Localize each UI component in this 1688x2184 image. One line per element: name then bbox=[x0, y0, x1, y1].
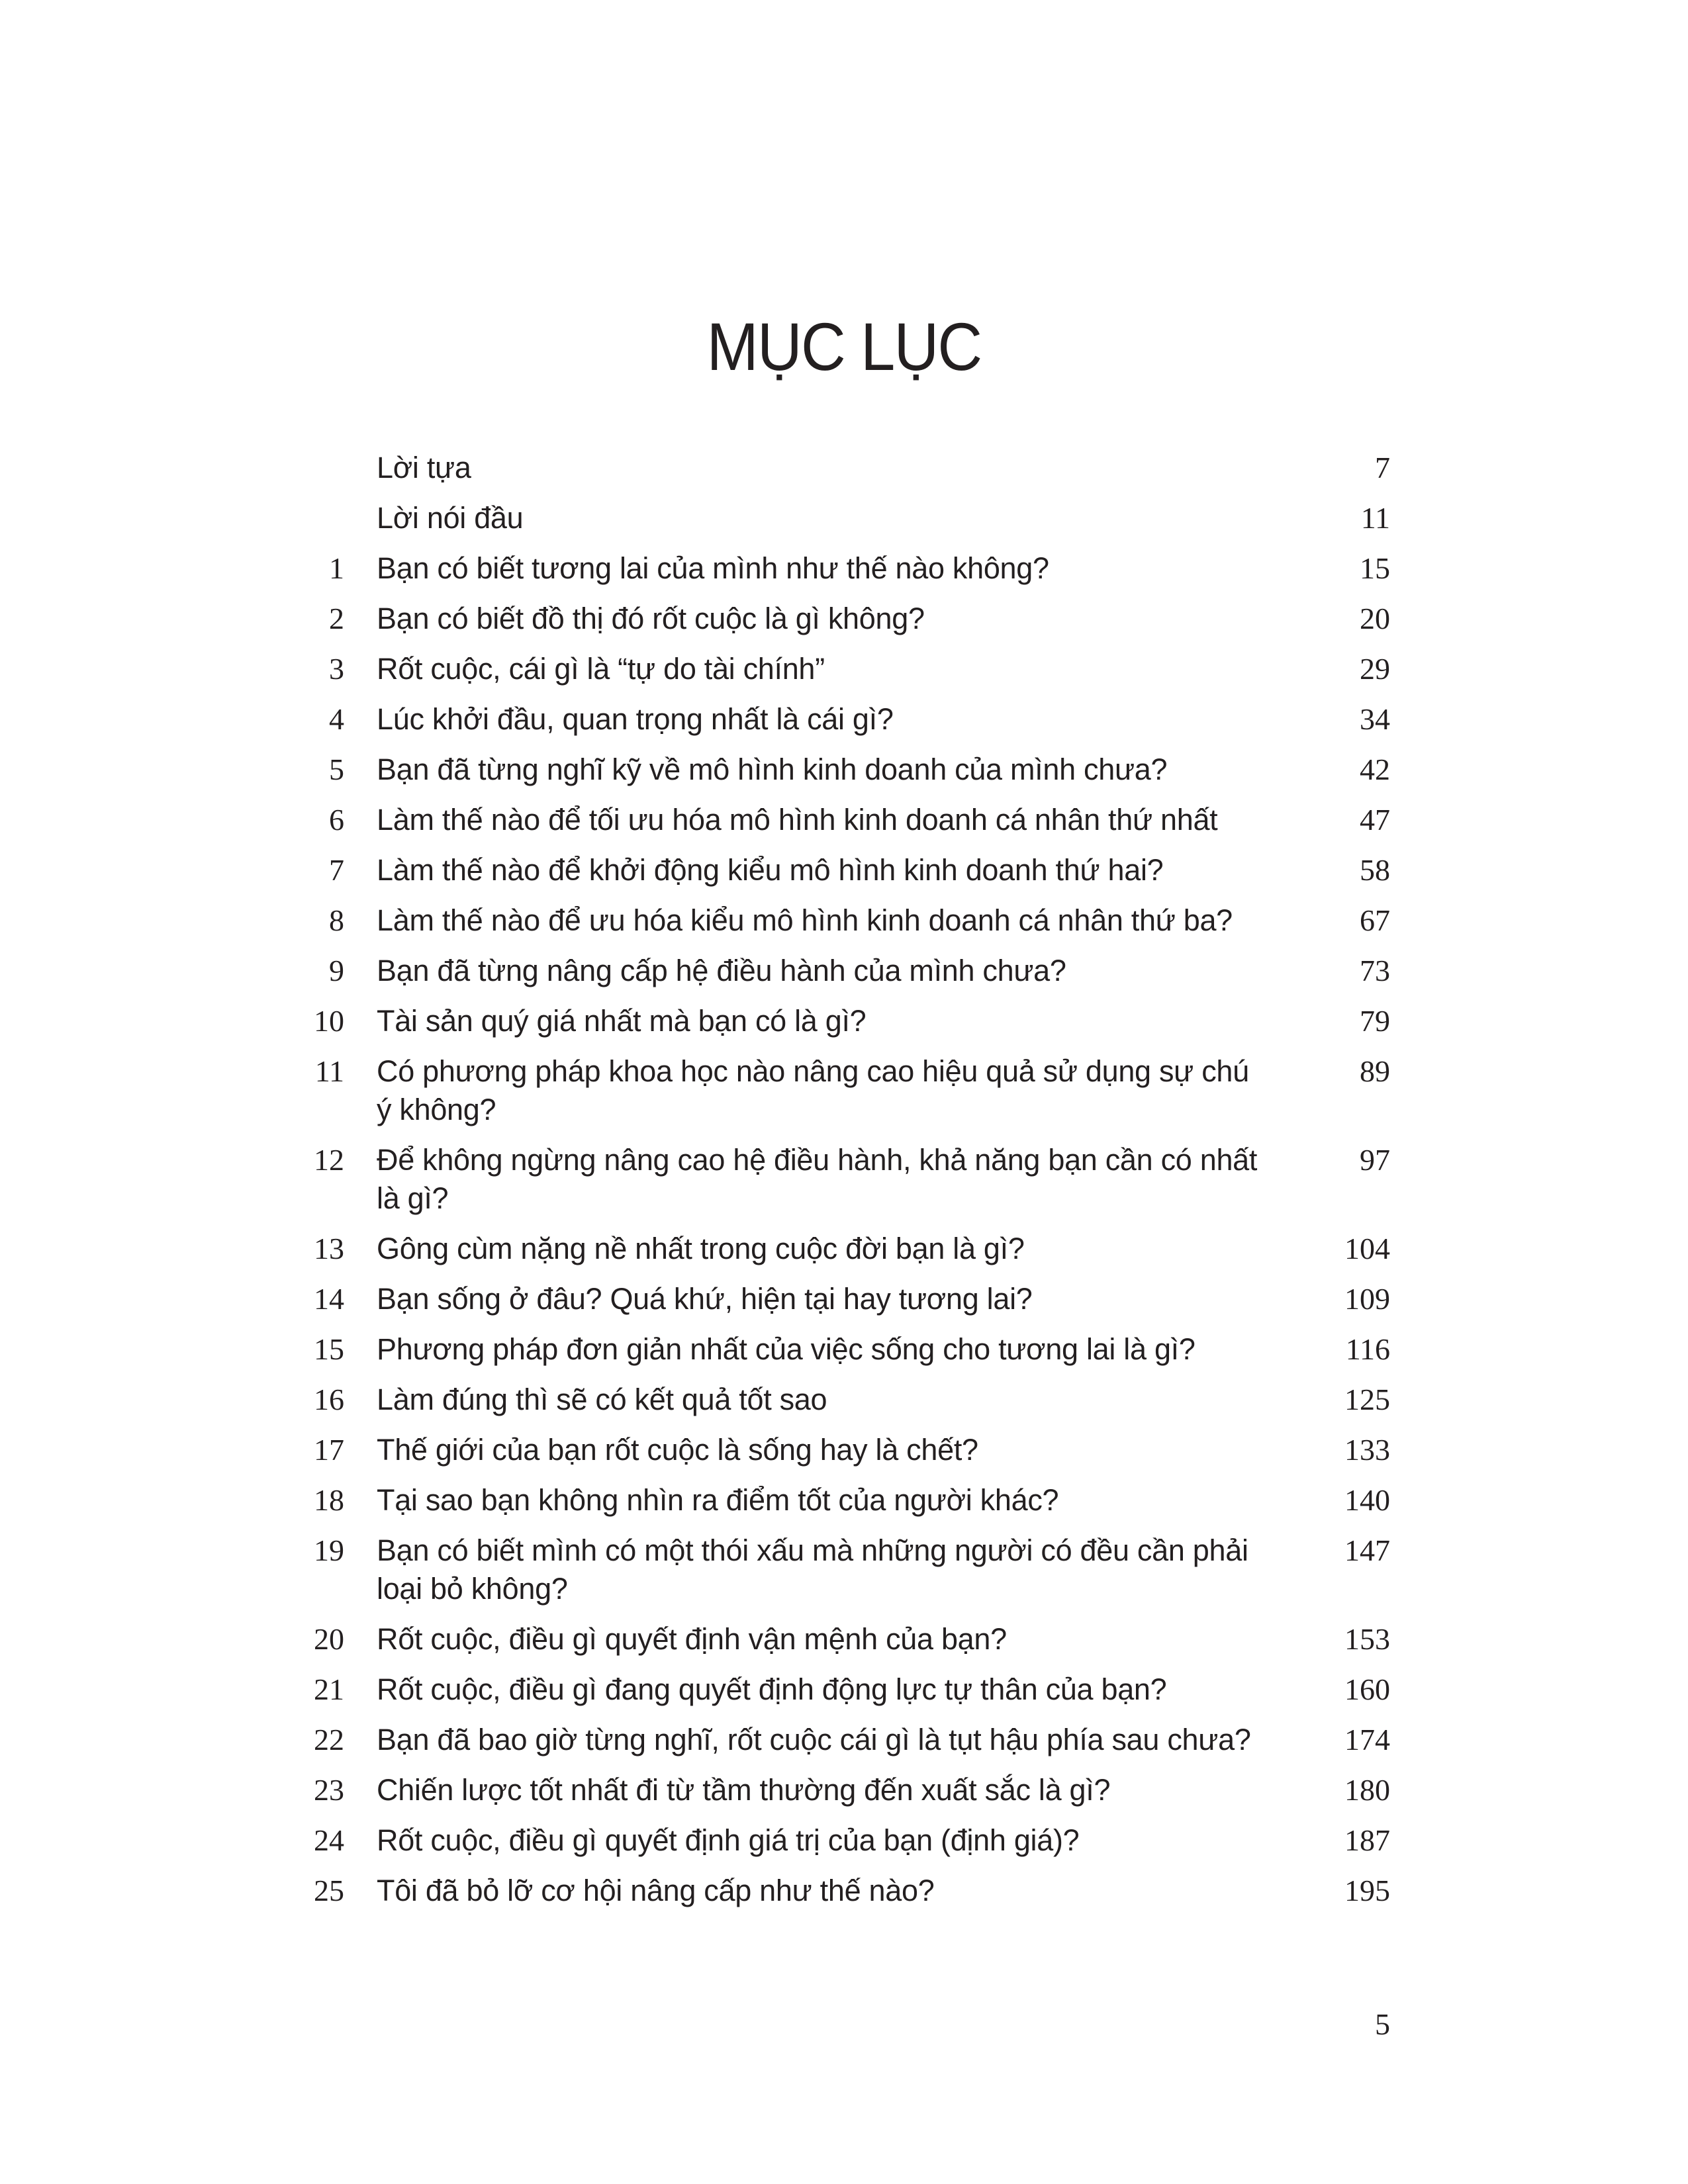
entry-title-line: Rốt cuộc, điều gì quyết định vận mệnh của bạn? bbox=[377, 1622, 1007, 1656]
chapter-number: 17 bbox=[314, 1433, 344, 1467]
entry-title-line: Lúc khởi đầu, quan trọng nhất là cái gì? bbox=[377, 702, 894, 736]
toc-row bbox=[298, 1052, 1390, 1129]
entry-page-number: 133 bbox=[1344, 1433, 1390, 1467]
entry-page-number: 195 bbox=[1344, 1874, 1390, 1907]
chapter-number: 14 bbox=[314, 1282, 344, 1316]
toc-row bbox=[298, 549, 1390, 588]
chapter-number: 20 bbox=[314, 1622, 344, 1656]
toc-row bbox=[298, 700, 1390, 739]
toc-row bbox=[298, 1280, 1390, 1318]
entry-page-number: 160 bbox=[1344, 1672, 1390, 1706]
toc-row bbox=[298, 1872, 1390, 1910]
entry-title bbox=[377, 499, 1317, 537]
entry-title bbox=[377, 1821, 1317, 1860]
entry-title-line: Rốt cuộc, điều gì đang quyết định động lực tự thân của bạn? bbox=[377, 1672, 1167, 1706]
entry-title-line: Làm thế nào để tối ưu hóa mô hình kinh doanh cá nhân thứ nhất bbox=[377, 803, 1218, 837]
entry-page-number: 140 bbox=[1344, 1483, 1390, 1517]
entry-title bbox=[377, 1872, 1317, 1910]
toc-row bbox=[298, 751, 1390, 789]
toc-row bbox=[298, 1330, 1390, 1369]
entry-page-number: 97 bbox=[1360, 1143, 1390, 1177]
entry-title bbox=[377, 449, 1317, 487]
entry-page-number: 42 bbox=[1360, 752, 1390, 786]
chapter-number: 3 bbox=[329, 652, 344, 686]
entry-page-number: 174 bbox=[1344, 1723, 1390, 1756]
entry-title-line: Làm đúng thì sẽ có kết quả tốt sao bbox=[377, 1383, 827, 1416]
entry-title-line: Bạn đã từng nâng cấp hệ điều hành của mình chưa? bbox=[377, 954, 1066, 987]
chapter-number: 12 bbox=[314, 1143, 344, 1177]
entry-title-line: Bạn sống ở đâu? Quá khứ, hiện tại hay tương lai? bbox=[377, 1282, 1033, 1316]
entry-title bbox=[377, 1771, 1317, 1809]
entry-title-line: Lời nói đầu bbox=[377, 501, 524, 535]
toc-row bbox=[298, 1431, 1390, 1469]
entry-title-line: Phương pháp đơn giản nhất của việc sống cho tương lai là gì? bbox=[377, 1332, 1196, 1366]
chapter-number: 21 bbox=[314, 1672, 344, 1706]
chapter-number: 6 bbox=[329, 803, 344, 837]
entry-title-line: ý không? bbox=[377, 1093, 496, 1126]
entry-page-number: 109 bbox=[1344, 1282, 1390, 1316]
chapter-number: 2 bbox=[329, 602, 344, 635]
entry-title bbox=[377, 1002, 1317, 1040]
toc-row bbox=[298, 1481, 1390, 1520]
chapter-number: 1 bbox=[329, 551, 344, 585]
entry-page-number: 29 bbox=[1360, 652, 1390, 686]
entry-title bbox=[377, 1330, 1317, 1369]
chapter-number: 22 bbox=[314, 1723, 344, 1756]
entry-title-line: Tại sao bạn không nhìn ra điểm tốt của người khác? bbox=[377, 1483, 1059, 1517]
entry-title-line: Bạn có biết tương lai của mình như thế nào không? bbox=[377, 551, 1049, 585]
entry-title bbox=[377, 1381, 1317, 1419]
entry-title bbox=[377, 549, 1317, 588]
entry-title bbox=[377, 901, 1317, 940]
entry-page-number: 7 bbox=[1375, 451, 1390, 484]
toc-row bbox=[298, 650, 1390, 688]
entry-title-line: Gông cùm nặng nề nhất trong cuộc đời bạn là gì? bbox=[377, 1232, 1025, 1265]
toc-row bbox=[298, 1771, 1390, 1809]
toc-row bbox=[298, 801, 1390, 839]
toc-row bbox=[298, 901, 1390, 940]
entry-title bbox=[377, 1052, 1317, 1129]
entry-title bbox=[377, 650, 1317, 688]
chapter-number: 19 bbox=[314, 1533, 344, 1567]
entry-title bbox=[377, 1670, 1317, 1709]
chapter-number: 8 bbox=[329, 903, 344, 937]
entry-page-number: 180 bbox=[1344, 1773, 1390, 1807]
toc-row bbox=[298, 449, 1390, 487]
entry-page-number: 47 bbox=[1360, 803, 1390, 837]
entry-title-line: Lời tựa bbox=[377, 451, 471, 484]
entry-title bbox=[377, 801, 1317, 839]
entry-title-line: Bạn đã bao giờ từng nghĩ, rốt cuộc cái gì là tụt hậu phía sau chưa? bbox=[377, 1723, 1251, 1756]
entry-page-number: 104 bbox=[1344, 1232, 1390, 1265]
toc-row bbox=[298, 1141, 1390, 1218]
entry-title bbox=[377, 1620, 1317, 1659]
entry-page-number: 20 bbox=[1360, 602, 1390, 635]
chapter-number: 9 bbox=[329, 954, 344, 987]
toc-row bbox=[298, 1620, 1390, 1659]
entry-title bbox=[377, 1721, 1317, 1759]
toc-list bbox=[298, 449, 1390, 1922]
entry-title-line: Làm thế nào để ưu hóa kiểu mô hình kinh doanh cá nhân thứ ba? bbox=[377, 903, 1233, 937]
chapter-number: 13 bbox=[314, 1232, 344, 1265]
entry-title bbox=[377, 600, 1317, 638]
entry-title-line: Làm thế nào để khởi động kiểu mô hình kinh doanh thứ hai? bbox=[377, 853, 1164, 887]
toc-row bbox=[298, 499, 1390, 537]
toc-row bbox=[298, 1002, 1390, 1040]
toc-row bbox=[298, 1381, 1390, 1419]
entry-title bbox=[377, 700, 1317, 739]
entry-title-line: Chiến lược tốt nhất đi từ tầm thường đến xuất sắc là gì? bbox=[377, 1773, 1111, 1807]
entry-title bbox=[377, 1280, 1317, 1318]
entry-title-line: Bạn đã từng nghĩ kỹ về mô hình kinh doanh của mình chưa? bbox=[377, 752, 1168, 786]
toc-row bbox=[298, 952, 1390, 990]
toc-row bbox=[298, 1531, 1390, 1608]
entry-title-line: loại bỏ không? bbox=[377, 1572, 568, 1606]
chapter-number: 7 bbox=[329, 853, 344, 887]
entry-page-number: 116 bbox=[1345, 1332, 1390, 1366]
entry-title-line: Rốt cuộc, cái gì là “tự do tài chính” bbox=[377, 652, 825, 686]
toc-row bbox=[298, 600, 1390, 638]
entry-title-line: là gì? bbox=[377, 1181, 449, 1215]
entry-title-line: Thế giới của bạn rốt cuộc là sống hay là chết? bbox=[377, 1433, 978, 1467]
chapter-number: 24 bbox=[314, 1823, 344, 1857]
entry-title-line: Bạn có biết đồ thị đó rốt cuộc là gì không? bbox=[377, 602, 925, 635]
entry-page-number: 89 bbox=[1360, 1054, 1390, 1088]
toc-row bbox=[298, 1670, 1390, 1709]
entry-title-line: Rốt cuộc, điều gì quyết định giá trị của bạn (định giá)? bbox=[377, 1823, 1080, 1857]
toc-title: MỤC LỤC bbox=[706, 309, 982, 385]
entry-page-number: 79 bbox=[1360, 1004, 1390, 1038]
chapter-number: 4 bbox=[329, 702, 344, 736]
entry-page-number: 153 bbox=[1344, 1622, 1390, 1656]
entry-title bbox=[377, 1531, 1317, 1608]
entry-title-line: Tôi đã bỏ lỡ cơ hội nâng cấp như thế nào? bbox=[377, 1874, 935, 1907]
entry-page-number: 147 bbox=[1344, 1533, 1390, 1567]
entry-page-number: 67 bbox=[1360, 903, 1390, 937]
entry-page-number: 187 bbox=[1344, 1823, 1390, 1857]
entry-title-line: Tài sản quý giá nhất mà bạn có là gì? bbox=[377, 1004, 867, 1038]
entry-page-number: 58 bbox=[1360, 853, 1390, 887]
chapter-number: 10 bbox=[314, 1004, 344, 1038]
entry-title bbox=[377, 851, 1317, 889]
entry-title-line: Để không ngừng nâng cao hệ điều hành, khả năng bạn cần có nhất bbox=[377, 1143, 1258, 1177]
toc-row bbox=[298, 1230, 1390, 1268]
entry-page-number: 73 bbox=[1360, 954, 1390, 987]
entry-title bbox=[377, 751, 1317, 789]
chapter-number: 15 bbox=[314, 1332, 344, 1366]
entry-title bbox=[377, 1481, 1317, 1520]
toc-row bbox=[298, 851, 1390, 889]
entry-title bbox=[377, 1141, 1317, 1218]
chapter-number: 16 bbox=[314, 1383, 344, 1416]
entry-page-number: 34 bbox=[1360, 702, 1390, 736]
chapter-number: 23 bbox=[314, 1773, 344, 1807]
page-footer-number: 5 bbox=[1375, 2007, 1390, 2041]
chapter-number: 11 bbox=[314, 1054, 344, 1088]
entry-title-line: Có phương pháp khoa học nào nâng cao hiệu quả sử dụng sự chú bbox=[377, 1054, 1249, 1088]
entry-title bbox=[377, 1230, 1317, 1268]
entry-page-number: 15 bbox=[1360, 551, 1390, 585]
entry-title bbox=[377, 952, 1317, 990]
chapter-number: 5 bbox=[329, 752, 344, 786]
entry-page-number: 125 bbox=[1344, 1383, 1390, 1416]
entry-page-number: 11 bbox=[1360, 501, 1390, 535]
toc-row bbox=[298, 1721, 1390, 1759]
chapter-number: 25 bbox=[314, 1874, 344, 1907]
toc-row bbox=[298, 1821, 1390, 1860]
entry-title bbox=[377, 1431, 1317, 1469]
chapter-number: 18 bbox=[314, 1483, 344, 1517]
entry-title-line: Bạn có biết mình có một thói xấu mà những người có đều cần phải bbox=[377, 1533, 1248, 1567]
